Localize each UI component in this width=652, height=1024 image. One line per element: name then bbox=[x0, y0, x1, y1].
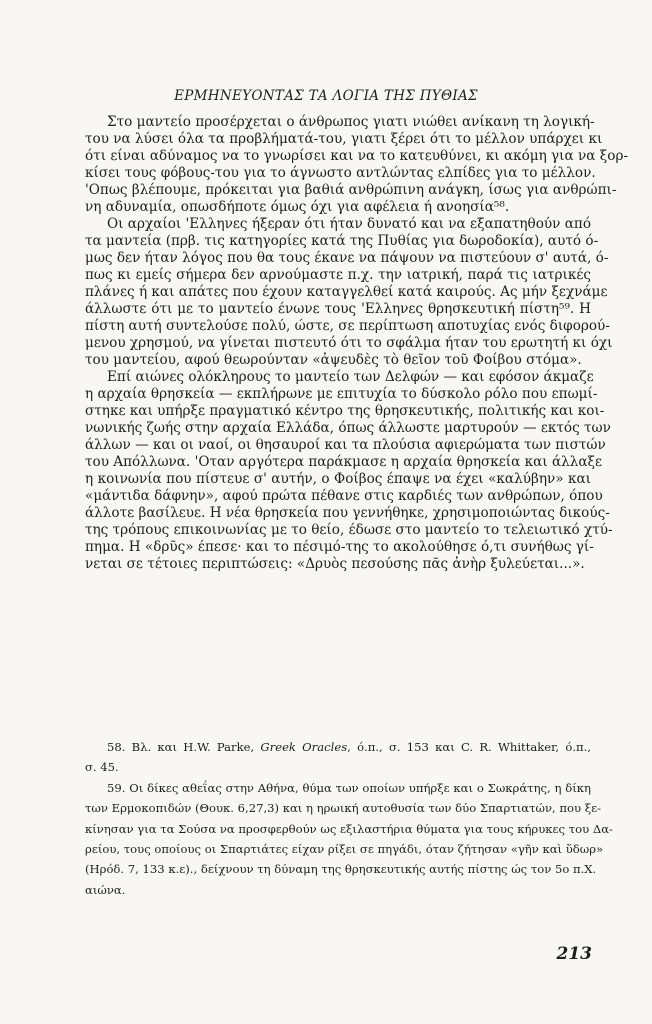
footnote-line: σ. 45. bbox=[85, 760, 119, 775]
paragraph-line: του να λύσει όλα τα προβλήματά-του, γιατι ξέρει ότι το μέλλον υπάρχει κι bbox=[85, 131, 603, 147]
paragraph-line: νη αδυναμία, οπωσδήποτε όμως όχι για αφέλεια ή ανοησία⁵⁸. bbox=[85, 199, 510, 215]
paragraph-line: «μάντιδα δάφνην», αφού πρώτα πέθανε στις καρδιές των ανθρώπων, όπου bbox=[85, 488, 603, 504]
paragraph-line: της τρόπους επικοινωνίας με το θείο, έδωσε στο μαντείο το τελειωτικό χτύ- bbox=[85, 522, 613, 538]
running-header: ΕΡΜΗΝΕΥΟΝΤΑΣ ΤΑ ΛΟΓΙΑ ΤΗΣ ΠΥΘΙΑΣ bbox=[174, 88, 478, 104]
paragraph-line: κίσει τους φόβους-του για το άγνωστο αντλώντας ελπίδες για το μέλλον. bbox=[85, 165, 596, 181]
footnotes bbox=[85, 737, 613, 900]
paragraph-line: η κοινωνία που πίστευε σ' αυτήν, ο Φοίβος έπαψε να έχει «καλύβην» και bbox=[85, 471, 591, 487]
footnote-line: 59. Οι δίκες αθεΐας στην Αθήνα, θύμα των οποίων υπήρξε και ο Σωκράτης, η δίκη bbox=[107, 780, 591, 795]
paragraph-line: του μαντείου, αφού θεωρούνταν «ἀψευδὲς τὸ θεῖον τοῦ Φοίβου στόμα». bbox=[85, 352, 582, 368]
paragraph-line: Επί αιώνες ολόκληρους το μαντείο των Δελφών — και εφόσον άκμαζε bbox=[107, 369, 594, 385]
paragraph-line: μενου χρησμού, να γίνεται πιστευτό ότι το σφάλμα ήταν του ερωτητή κι όχι bbox=[85, 335, 613, 351]
paragraph-line: μως δεν ήταν λόγος που θα τους έκανε να πάψουν να πιστεύουν σ' αυτά, ό- bbox=[85, 250, 609, 266]
paragraph-line: νωνικής ζωής στην αρχαία Ελλάδα, όπως άλλωστε μαρτυρούν — εκτός των bbox=[85, 420, 611, 436]
footnote-line: κίνησαν για τα Σούσα να προσφερθούν ως εξιλαστήρια θύματα για τους κήρυκες του Δα- bbox=[85, 821, 613, 836]
footnote-line: αιώνα. bbox=[85, 882, 126, 897]
paragraph-line: Οι αρχαίοι 'Ελληνες ήξεραν ότι ήταν δυνατό και να εξαπατηθούν από bbox=[107, 216, 592, 232]
page-number: 213 bbox=[556, 944, 592, 964]
paragraph-line: 'Οπως βλέπουμε, πρόκειται για βαθιά ανθρώπινη ανάγκη, ίσως για ανθρώπι- bbox=[85, 182, 617, 198]
paragraph-line: πίστη αυτή συντελούσε πολύ, ώστε, σε περίπτωση αποτυχίας ενός διφορού- bbox=[85, 318, 610, 334]
paragraph-line: άλλωστε ότι με το μαντείο ένωνε τους 'Ελληνες θρησκευτική πίστη⁵⁹. Η bbox=[85, 301, 591, 317]
paragraph-line: η αρχαία θρησκεία — εκπλήρωνε με επιτυχία το δύσκολο ρόλο που επωμί- bbox=[85, 386, 598, 402]
paragraph-line: άλλων — και οι ναοί, οι θησαυροί και τα πλούσια αφιερώματα των πιστών bbox=[85, 437, 606, 453]
footnote-line: (Ηρόδ. 7, 133 κ.ε)., δείχνουν τη δύναμη της θρησκευτικής αυτής πίστης ώς τον 5ο π.Χ. bbox=[85, 862, 597, 877]
footnote-line: 58. Βλ. και H.W. Parke, Greek Oracles, ό.π., σ. 153 και C. R. Whittaker, ό.π., bbox=[107, 740, 591, 754]
footnote-line: ρείου, τους οποίους οι Σπαρτιάτες είχαν ρίξει σε πηγάδι, όταν ζήτησαν «γῆν καὶ ὕδωρ» bbox=[85, 841, 604, 856]
paragraph-line: ότι είναι αδύναμος να το γνωρίσει και να το κατευθύνει, κι ακόμη για να ξορ- bbox=[85, 148, 629, 164]
paragraph-line: νεται σε τέτοιες περιπτώσεις: «Δρυὸς πεσούσης πᾶς ἀνὴρ ξυλεύεται...». bbox=[85, 556, 585, 572]
paragraph-line: Στο μαντείο προσέρχεται ο άνθρωπος γιατι νιώθει ανίκανη τη λογική- bbox=[107, 114, 595, 130]
body-text bbox=[85, 114, 629, 573]
paragraph-line: πλάνες ή και απάτες που έχουν καταγγελθεί κατά καιρούς. Ας μήν ξεχνάμε bbox=[85, 284, 608, 300]
paragraph-line: του Απόλλωνα. 'Οταν αργότερα παράκμασε η αρχαία θρησκεία και άλλαξε bbox=[85, 454, 603, 470]
paragraph-line: τα μαντεία (πρβ. τις κατηγορίες κατά της Πυθίας για δωροδοκία), αυτό ό- bbox=[85, 233, 599, 249]
paragraph-line: άλλοτε βασίλευε. Η νέα θρησκεία που γεννήθηκε, χρησιμοποιώντας δικούς- bbox=[85, 505, 610, 521]
paragraph-line: στηκε και υπήρξε πραγματικό κέντρο της θρησκευτικής, πολιτικής και κοι- bbox=[85, 403, 605, 419]
paragraph-line: πημα. Η «δρῦς» έπεσε· και το πέσιμό-της το ακολούθησε ό,τι συνήθως γί- bbox=[85, 539, 594, 555]
footnote-line: των Ερμοκοπιδών (Θουκ. 6,27,3) και η ηρωική αυτοθυσία των δύο Σπαρτιατών, που ξε- bbox=[85, 801, 602, 816]
paragraph-line: πως κι εμείς σήμερα δεν αρνούμαστε π.χ. την ιατρική, παρά τις ιατρικές bbox=[85, 267, 591, 283]
